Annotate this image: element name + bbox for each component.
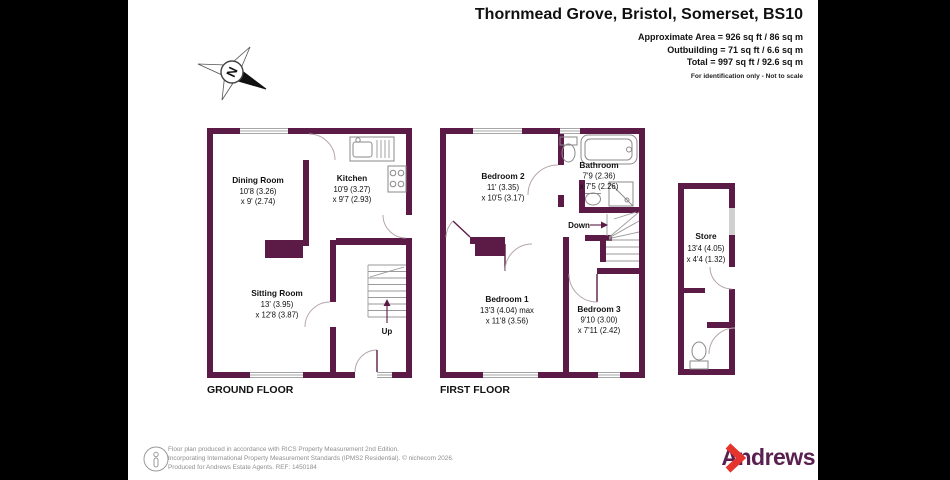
outbuilding-area: Outbuilding = 71 sq ft / 6.6 sq m: [667, 44, 803, 55]
room-dim: x 12'8 (3.87): [255, 310, 299, 320]
room-name: Kitchen: [336, 173, 368, 183]
andrews-logo-text: Andrews: [721, 444, 815, 470]
header: [475, 6, 803, 80]
door-arc: [446, 165, 597, 302]
room-dim: 9'10 (3.00): [580, 315, 618, 325]
door-arc: [305, 134, 406, 372]
compass-north-letter: N: [223, 64, 241, 80]
hob-icon: [388, 166, 406, 192]
room-dim: x 7'11 (2.42): [577, 326, 621, 335]
room-dim: 13' (3.95): [260, 300, 294, 309]
floorplan-content: [128, 0, 818, 480]
toilet-icon: [690, 342, 708, 369]
stairs-up-label: Up: [381, 327, 393, 336]
ground-floor-plan: [200, 120, 420, 405]
first-floor-label: FIRST FLOOR: [440, 384, 510, 396]
outbuilding-plan: [670, 175, 760, 390]
up-arrow-icon: [384, 299, 391, 306]
staircase-up: [368, 265, 406, 323]
basin-icon: [585, 193, 601, 205]
ground-floor-label: GROUND FLOOR: [207, 384, 294, 396]
room-name: Store: [695, 231, 717, 241]
footer-line: Produced for Andrews Estate Agents. REF: 1450184: [168, 463, 317, 471]
room-dim: 10'8 (3.26): [239, 187, 277, 196]
chimney-breast: [475, 244, 505, 256]
room-dim: x 4'4 (1.32): [686, 255, 726, 264]
page-title: Thornmead Grove, Bristol, Somerset, BS10: [474, 6, 803, 23]
chimney-breast: [265, 246, 303, 258]
room-dim: 13'4 (4.05): [687, 244, 725, 253]
window: [240, 129, 392, 378]
room-name: Bedroom 3: [577, 304, 621, 314]
room-dim: x 9' (2.74): [240, 197, 276, 206]
nichecom-person-icon: [142, 445, 170, 473]
footer-line: Incorporating International Property Measurement Standards (IPMS2 Residential). © nichecom 2026.: [168, 454, 454, 462]
kitchen-sink-icon: [350, 137, 394, 161]
total-area: Total = 997 sq ft / 92.6 sq m: [686, 57, 803, 67]
room-name: Dining Room: [232, 175, 284, 185]
first-interior-walls: [470, 134, 645, 372]
room-dim: x 7'5 (2.26): [579, 182, 619, 191]
room-name: Bedroom 1: [485, 294, 529, 304]
room-dim: 7'9 (2.36): [582, 171, 616, 181]
store-walls: [678, 183, 735, 375]
room-dim: 10'9 (3.27): [333, 185, 371, 194]
andrews-chevron-icon: [725, 442, 747, 474]
room-dim: 11' (3.35): [486, 183, 520, 192]
north-compass-icon: [195, 42, 275, 108]
andrews-logo: [721, 444, 815, 471]
room-name: Bathroom: [579, 160, 619, 170]
stairs-down-label: Down: [568, 221, 590, 230]
footer-disclaimer: [168, 446, 454, 472]
approximate-area: Approximate Area = 926 sq ft / 86 sq m: [638, 32, 803, 42]
ground-outer-walls: [207, 128, 412, 378]
room-dim: 13'3 (4.04) max: [480, 306, 534, 315]
room-name: Bedroom 2: [481, 171, 525, 181]
room-name: Sitting Room: [251, 288, 303, 298]
room-dim: x 10'5 (3.17): [481, 193, 525, 203]
window: [730, 208, 734, 235]
first-floor-plan: [433, 120, 653, 405]
footer-line: Floor plan produced in accordance with RICS Property Measurement 2nd Edition.: [168, 446, 399, 453]
room-dim: x 11'8 (3.56): [485, 316, 529, 326]
room-dim: x 9'7 (2.93): [332, 195, 372, 204]
identification-note: For identification only - Not to scale: [690, 72, 803, 80]
